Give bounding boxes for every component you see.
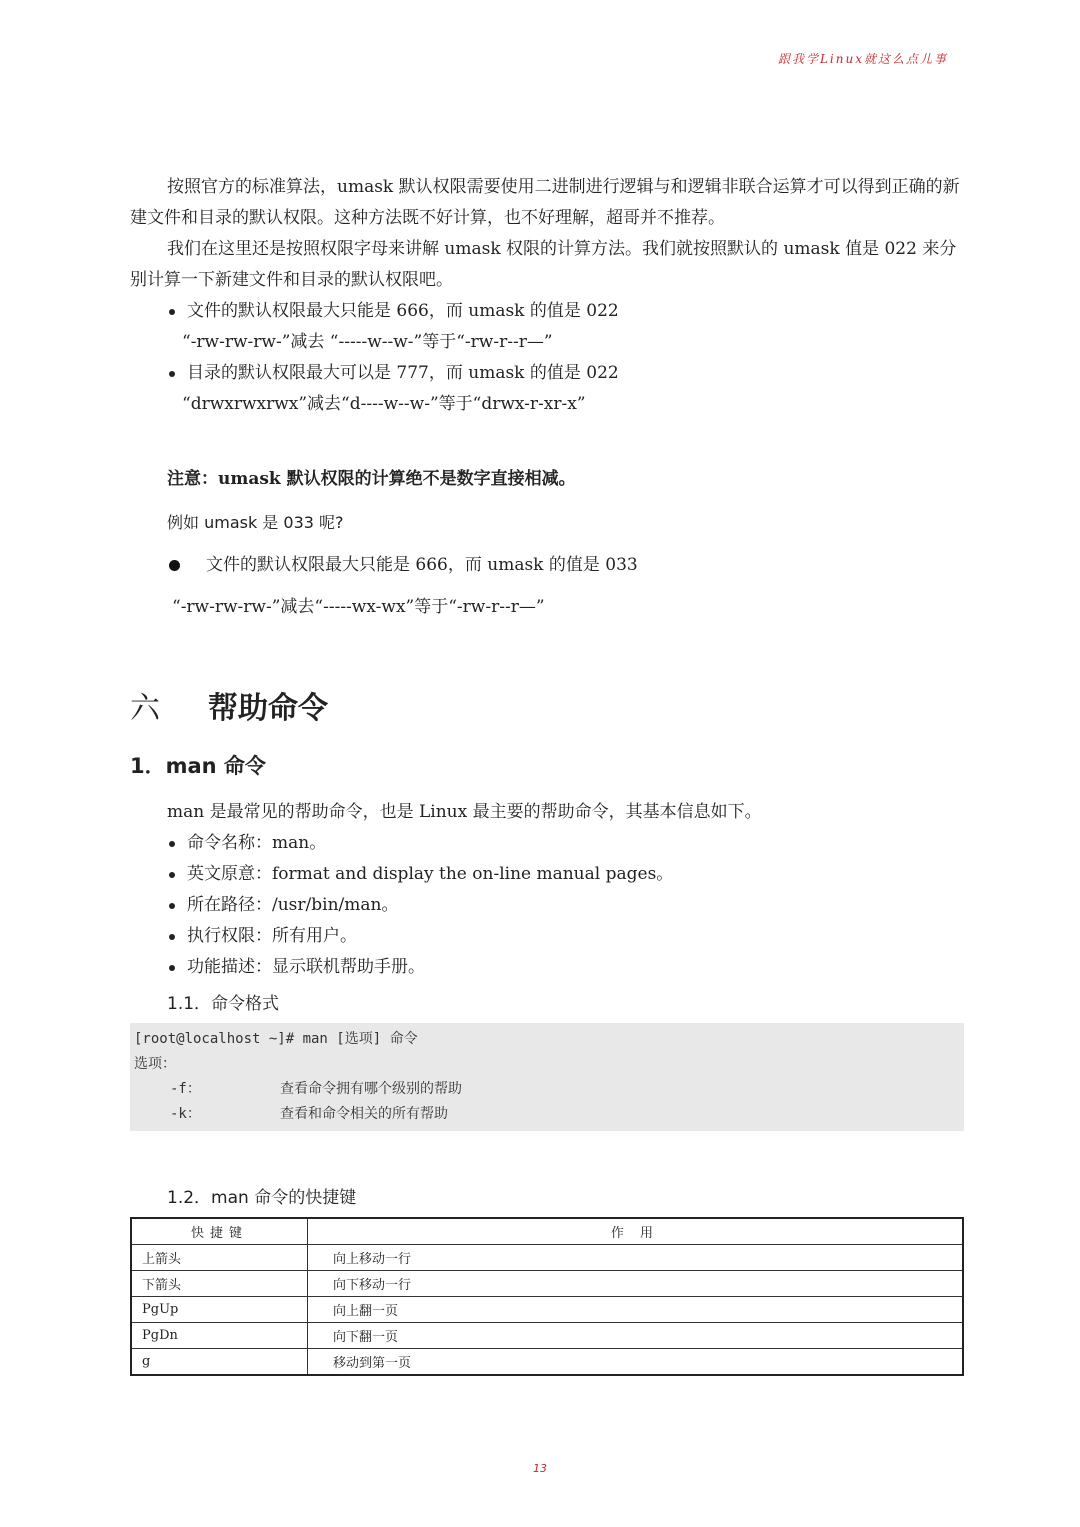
section-heading [130, 687, 964, 731]
example-bullet: 文件的默认权限最大只能是 666，而 umask 的值是 033 [130, 550, 964, 581]
table-row [131, 1349, 963, 1376]
shortcut-action: 向上翻一页 [308, 1297, 964, 1323]
shortcut-key: PgUp [131, 1297, 308, 1323]
format-heading: 1.1．命令格式 [167, 994, 280, 1014]
column-header-key: 快捷键 [131, 1218, 308, 1245]
intro-paragraph-2: 我们在这里还是按照权限字母来讲解 umask 权限的计算方法。我们就按照默认的 umask 值是 022 来分别计算一下新建文件和目录的默认权限吧。 [130, 239, 957, 290]
section-title: 帮助命令 [208, 691, 328, 726]
code-options-label: 选项： [134, 1056, 176, 1072]
shortcuts-table [130, 1217, 964, 1376]
option-desc: 查看和命令相关的所有帮助 [280, 1106, 448, 1122]
shortcut-action: 向下移动一行 [308, 1271, 964, 1297]
code-option-row [134, 1102, 960, 1127]
shortcut-action: 移动到第一页 [308, 1349, 964, 1376]
table-header-row [131, 1218, 963, 1245]
list-item: 文件的默认权限最大只能是 666，而 umask 的值是 022 [130, 296, 964, 327]
table-row [131, 1245, 963, 1271]
table-row [131, 1323, 963, 1349]
code-option-row [134, 1077, 960, 1102]
list-item: 英文原意：format and display the on-line manual pages。 [130, 859, 964, 890]
shortcut-key: 上箭头 [131, 1245, 308, 1271]
shortcut-key: 下箭头 [131, 1271, 308, 1297]
shortcut-action: 向上移动一行 [308, 1245, 964, 1271]
table-row [131, 1297, 963, 1323]
list-item: 命令名称：man。 [130, 828, 964, 859]
list-item: 功能描述：显示联机帮助手册。 [130, 952, 964, 983]
option-flag: -k： [170, 1106, 201, 1122]
page-number: 13 [533, 1462, 547, 1475]
code-block [130, 1023, 964, 1131]
running-header: 跟我学Linux就这么点儿事 [777, 52, 948, 66]
shortcut-key: g [131, 1349, 308, 1376]
page-content [130, 172, 964, 1376]
list-item: 执行权限：所有用户。 [130, 921, 964, 952]
shortcut-key: PgDn [131, 1323, 308, 1349]
man-intro: man 是最常见的帮助命令，也是 Linux 最主要的帮助命令，其基本信息如下。 [167, 802, 762, 822]
example-detail: “-rw-rw-rw-”减去“-----wx-wx”等于“-rw-r--r—” [172, 597, 545, 617]
option-desc: 查看命令拥有哪个级别的帮助 [280, 1081, 462, 1097]
list-item: 目录的默认权限最大可以是 777，而 umask 的值是 022 [130, 358, 964, 389]
shortcut-action: 向下翻一页 [308, 1323, 964, 1349]
section-number: 六 [130, 691, 160, 726]
option-flag: -f： [170, 1081, 201, 1097]
code-prompt: [root@localhost ~]# man [选项] 命令 [134, 1031, 418, 1047]
example-line: 例如 umask 是 033 呢? [167, 513, 344, 532]
list-item-detail: “drwxrwxrwx”减去“d----w--w-”等于“drwx-r-xr-x” [182, 394, 586, 414]
table-row [131, 1271, 963, 1297]
column-header-action: 作 用 [308, 1218, 964, 1245]
subsection-heading: 1．man 命令 [130, 754, 266, 778]
intro-paragraph-1: 按照官方的标准算法，umask 默认权限需要使用二进制进行逻辑与和逻辑非联合运算才可以得到正确的新建文件和目录的默认权限。这种方法既不好计算，也不好理解，超哥并不推荐。 [130, 177, 960, 228]
list-item-detail: “-rw-rw-rw-”减去 “-----w--w-”等于“-rw-r--r—” [182, 332, 553, 352]
note-text: 注意：umask 默认权限的计算绝不是数字直接相减。 [167, 469, 576, 489]
list-item: 所在路径：/usr/bin/man。 [130, 890, 964, 921]
shortcuts-heading: 1.2．man 命令的快捷键 [167, 1188, 357, 1208]
